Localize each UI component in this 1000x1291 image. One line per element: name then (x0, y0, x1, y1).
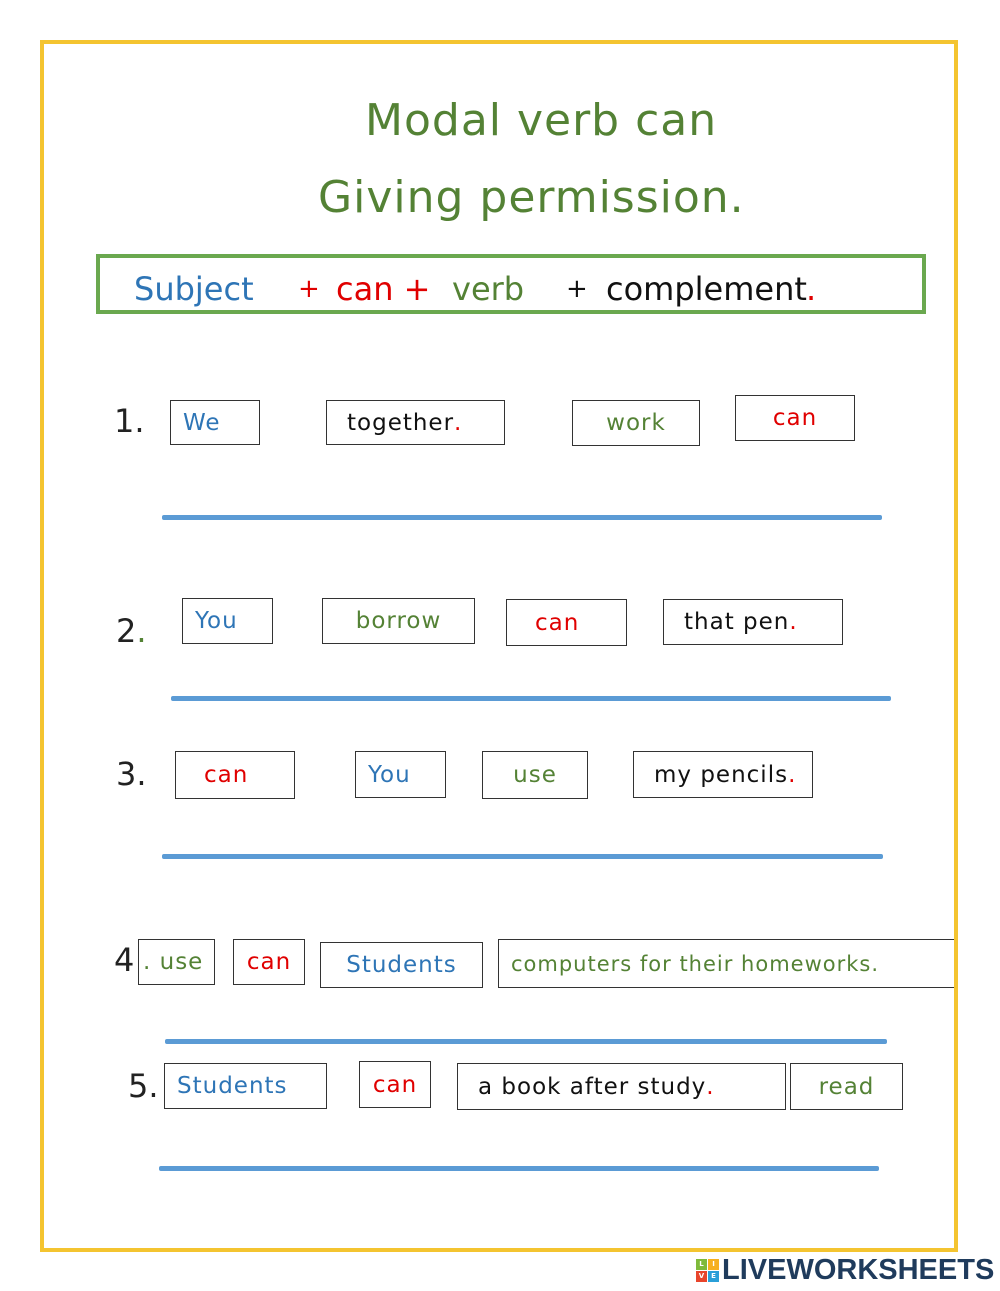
tile-period: . (454, 409, 463, 436)
word-tile[interactable] (359, 1061, 431, 1108)
worksheet-title: Modal verb can (365, 95, 718, 146)
word-tile[interactable] (482, 751, 588, 799)
tile-text: You (195, 608, 238, 634)
tile-text: borrow (355, 608, 442, 634)
formula-subject: Subject (134, 270, 254, 308)
word-tile[interactable] (633, 751, 813, 798)
tile-text: my pencils (654, 761, 789, 788)
exercise-number: 5. (128, 1067, 159, 1105)
tile-text: Students (346, 952, 457, 978)
answer-line[interactable] (159, 1166, 879, 1171)
word-tile[interactable] (164, 1063, 327, 1109)
answer-line[interactable] (162, 854, 883, 859)
formula-can: can + (336, 270, 431, 308)
tile-period: . (788, 761, 797, 788)
formula-period: . (806, 270, 817, 308)
tile-text: can (204, 762, 249, 788)
word-tile[interactable] (320, 942, 483, 988)
word-tile[interactable] (735, 395, 855, 441)
formula-complement: complement (606, 270, 807, 308)
word-tile[interactable] (233, 939, 305, 985)
tile-period: . (706, 1073, 715, 1100)
tile-text: Students (177, 1073, 288, 1099)
word-tile[interactable] (170, 400, 260, 445)
formula-plus: + (298, 274, 320, 304)
exercise-number: 4 (114, 941, 135, 979)
tile-text: We (183, 409, 221, 436)
tile-text: You (368, 761, 411, 788)
word-tile[interactable] (572, 400, 700, 446)
word-tile[interactable] (326, 400, 505, 445)
tile-text: that pen (684, 609, 790, 635)
word-tile[interactable] (457, 1063, 786, 1110)
tile-text: . use (143, 949, 204, 975)
word-tile[interactable] (663, 599, 843, 645)
liveworksheets-logo (696, 1255, 994, 1285)
formula-verb: verb (452, 270, 525, 308)
worksheet-subtitle: Giving permission. (318, 172, 745, 223)
grammar-formula-box (96, 254, 926, 314)
tile-period: . (789, 609, 798, 635)
tile-text: read (818, 1073, 875, 1100)
brand-text: LIVEWORKSHEETS (722, 1253, 995, 1286)
word-tile[interactable] (175, 751, 295, 799)
word-tile[interactable] (355, 751, 446, 798)
tile-text: can (535, 609, 580, 636)
word-tile[interactable] (498, 939, 954, 988)
word-tile[interactable] (322, 598, 475, 644)
tile-text: work (606, 410, 666, 436)
word-tile[interactable] (790, 1063, 903, 1110)
word-tile[interactable] (506, 599, 627, 646)
answer-line[interactable] (165, 1039, 887, 1044)
tile-text: together (347, 409, 455, 436)
word-tile[interactable] (138, 939, 215, 985)
logo-blocks-icon: L I V E (696, 1259, 719, 1282)
tile-text: can (372, 1071, 418, 1098)
tile-text: computers for their homeworks. (511, 951, 880, 976)
tile-text: can (246, 949, 292, 975)
formula-plus: + (566, 274, 588, 304)
tile-text: a book after study (478, 1073, 707, 1100)
number-text: 2 (116, 612, 137, 650)
tile-text: use (513, 762, 557, 788)
answer-line[interactable] (162, 515, 882, 520)
number-dot: . (136, 612, 147, 650)
word-tile[interactable] (182, 598, 273, 644)
exercise-number: 3. (116, 755, 147, 793)
exercise-number (116, 612, 147, 650)
exercise-number: 1. (114, 402, 145, 440)
tile-text: can (772, 405, 818, 431)
answer-line[interactable] (171, 696, 891, 701)
